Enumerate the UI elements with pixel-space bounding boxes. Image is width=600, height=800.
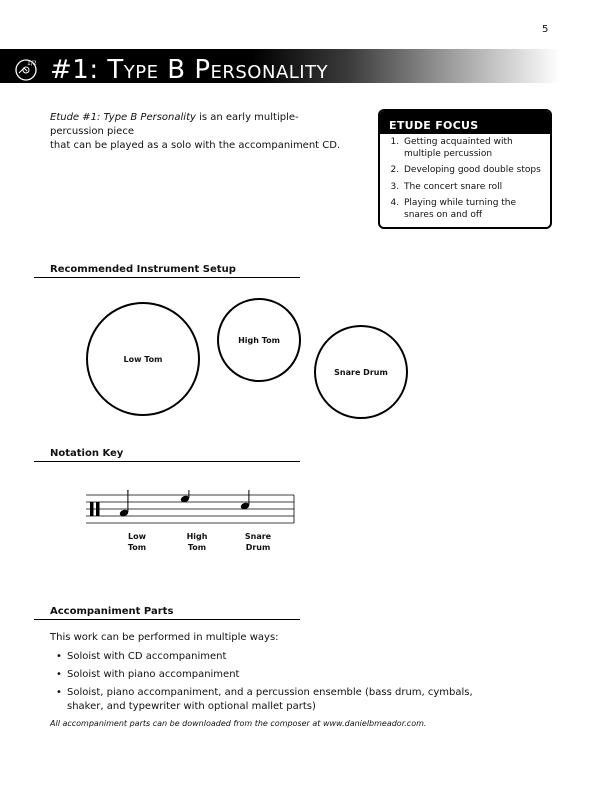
page-number: 5 xyxy=(542,24,549,35)
snare-drum xyxy=(314,325,408,419)
parts-intro: This work can be performed in multiple ways: xyxy=(50,632,279,643)
note-label-line: Snare xyxy=(244,532,272,541)
etude-focus-heading: ETUDE FOCUS xyxy=(380,111,550,134)
drum-label: Snare Drum xyxy=(334,367,388,377)
note-label-high-tom xyxy=(167,531,227,553)
low-tom-drum xyxy=(86,302,200,416)
note-label-line: Drum xyxy=(245,543,271,552)
drum-label: High Tom xyxy=(238,335,280,345)
intro-text-2: that can be played as a solo with the accompaniment CD. xyxy=(50,140,341,151)
note-stems-overflow xyxy=(86,470,296,492)
notation-staff xyxy=(86,490,296,530)
focus-item: 4. Playing while turning the snares on and off xyxy=(402,198,544,221)
note-low-tom xyxy=(119,490,129,517)
setup-heading: Recommended Instrument Setup xyxy=(34,264,300,278)
staff-lines xyxy=(86,495,294,523)
note-label-line: Low xyxy=(128,532,146,541)
drum-label: Low Tom xyxy=(123,354,163,364)
etude-name: Etude #1: Type B Personality xyxy=(50,112,196,123)
list-item: • Soloist with CD accompaniment xyxy=(56,650,496,664)
list-item: • Soloist with piano accompaniment xyxy=(56,668,496,682)
page-title: #1: Type B Personality xyxy=(50,55,329,85)
focus-item: 1. Getting acquainted with multiple percussion xyxy=(402,137,544,160)
list-item: • Soloist, piano accompaniment, and a percussion ensemble (bass drum, cymbals, shaker, and typewriter with optional mallet parts) xyxy=(56,686,496,714)
intro-text-1: is an early multiple-percussion piece xyxy=(50,112,299,137)
note-label-line: Tom xyxy=(127,543,147,552)
parts-heading: Accompaniment Parts xyxy=(34,606,300,620)
focus-item: 2. Developing good double stops xyxy=(402,165,544,177)
track-number: 1/2 xyxy=(27,60,37,67)
intro-paragraph xyxy=(50,111,350,153)
etude-focus-list xyxy=(380,137,550,221)
etude-focus-box xyxy=(378,109,552,229)
note-label-line: High xyxy=(186,532,208,541)
note-label-snare-drum xyxy=(228,531,288,553)
notation-heading: Notation Key xyxy=(34,448,300,462)
note-label-line: Tom xyxy=(187,543,207,552)
note-high-tom xyxy=(180,490,190,503)
note-label-low-tom xyxy=(107,531,167,553)
focus-item: 3. The concert snare roll xyxy=(402,182,544,194)
high-tom-drum xyxy=(217,298,301,382)
parts-list xyxy=(56,650,496,718)
footnote: All accompaniment parts can be downloaded from the composer at www.danielbmeador.com. xyxy=(50,719,427,728)
note-snare-drum xyxy=(240,490,250,510)
